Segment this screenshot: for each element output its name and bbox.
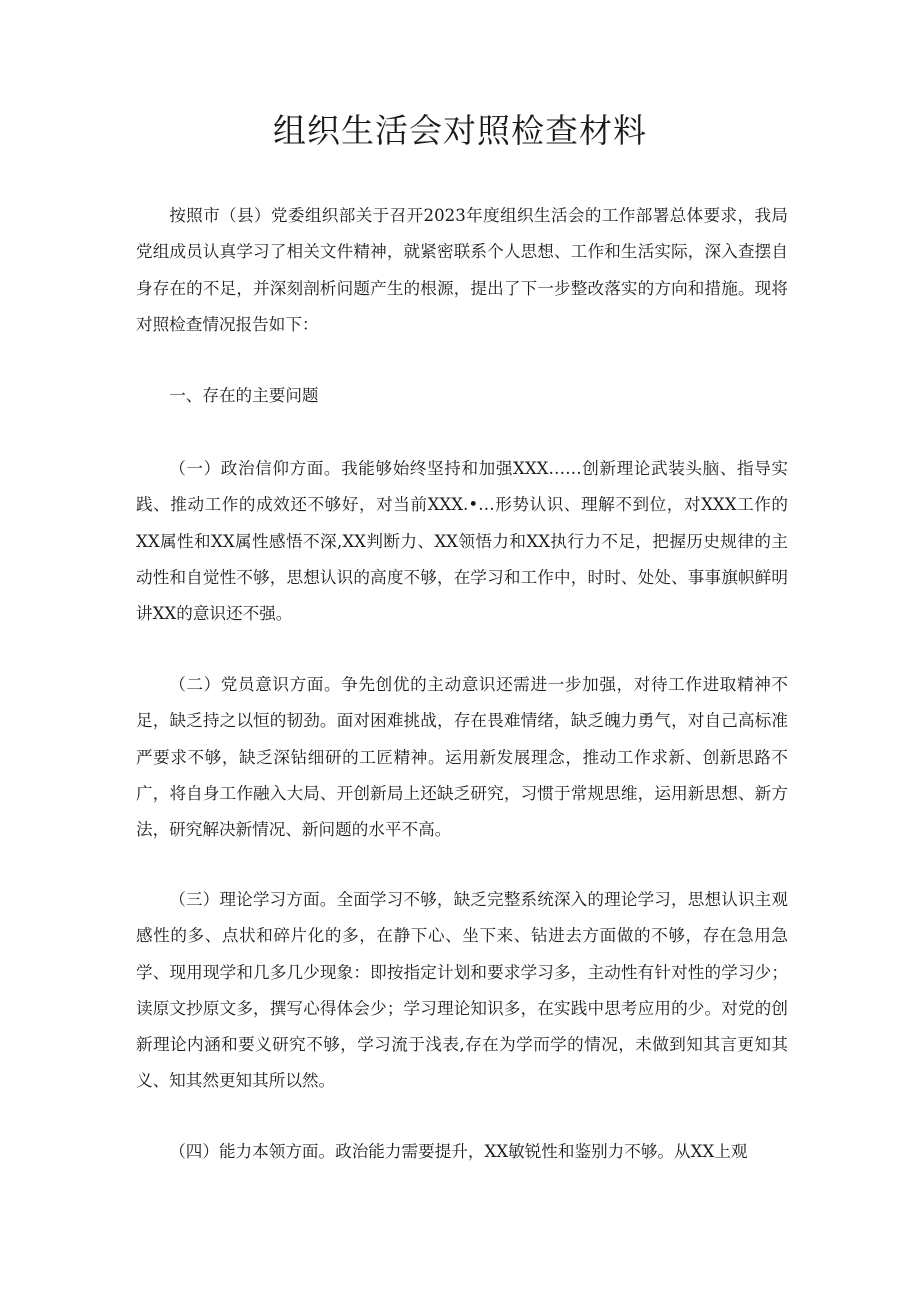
section-paragraph-party-awareness: （二）党员意识方面。争先创优的主动意识还需进一步加强，对待工作进取精神不足，缺乏持之以恒的韧劲。面对困难挑战，存在畏难情绪，缺乏魄力勇气，对自己高标准严要求不够，缺乏深钻细研的工匠精神。运用新发展理念，推动工作求新、创新思路不广，将自身工作融入大局、开创新局上还缺乏研究，习惯于常规思维，运用新思想、新方法，研究解决新情况、新问题的水平不高。 xyxy=(136,675,788,840)
section-paragraph-theory-study: （三）理论学习方面。全面学习不够，缺乏完整系统深入的理论学习，思想认识主观感性的多、点状和碎片化的多，在静下心、坐下来、钻进去方面做的不够，存在急用急学、现用现学和几多几少现象：即按指定计划和要求学习多，主动性有针对性的学习少；读原文抄原文多，撰写心得体会少；学习理论知识多，在实践中思考应用的少。对党的创新理论内涵和要义研究不够，学习流于浅表,存在为学而学的情况，未做到知其言更知其义、知其然更知其所以然。 xyxy=(136,890,788,1091)
document-title: 组织生活会对照检查材料 xyxy=(273,111,647,150)
section-paragraph-political-belief: （一）政治信仰方面。我能够始终坚持和加强XXX……创新理论武装头脑、指导实践、推动工作的成效还不够好，对当前XXX.•…形势认识、理解不到位，对XXX工作的XX属性和XX属性感悟不深,XX判断力、XX领悟力和XX执行力不足，把握历史规律的主动性和自觉性不够，思想认识的高度不够，在学习和工作中，时时、处处、事事旗帜鲜明讲XX的意识还不强。 xyxy=(136,459,788,624)
section-heading: 一、存在的主要问题 xyxy=(169,386,319,405)
intro-paragraph: 按照市（县）党委组织部关于召开2023年度组织生活会的工作部署总体要求，我局党组成员认真学习了相关文件精神，就紧密联系个人思想、工作和生活实际，深入查摆自身存在的不足，并深刻剖析问题产生的根源，提出了下一步整改落实的方向和措施。现将对照检查情况报告如下： xyxy=(136,206,788,334)
section-paragraph-ability: （四）能力本领方面。政治能力需要提升，XX敏锐性和鉴别力不够。从XX上观 xyxy=(169,1142,748,1161)
